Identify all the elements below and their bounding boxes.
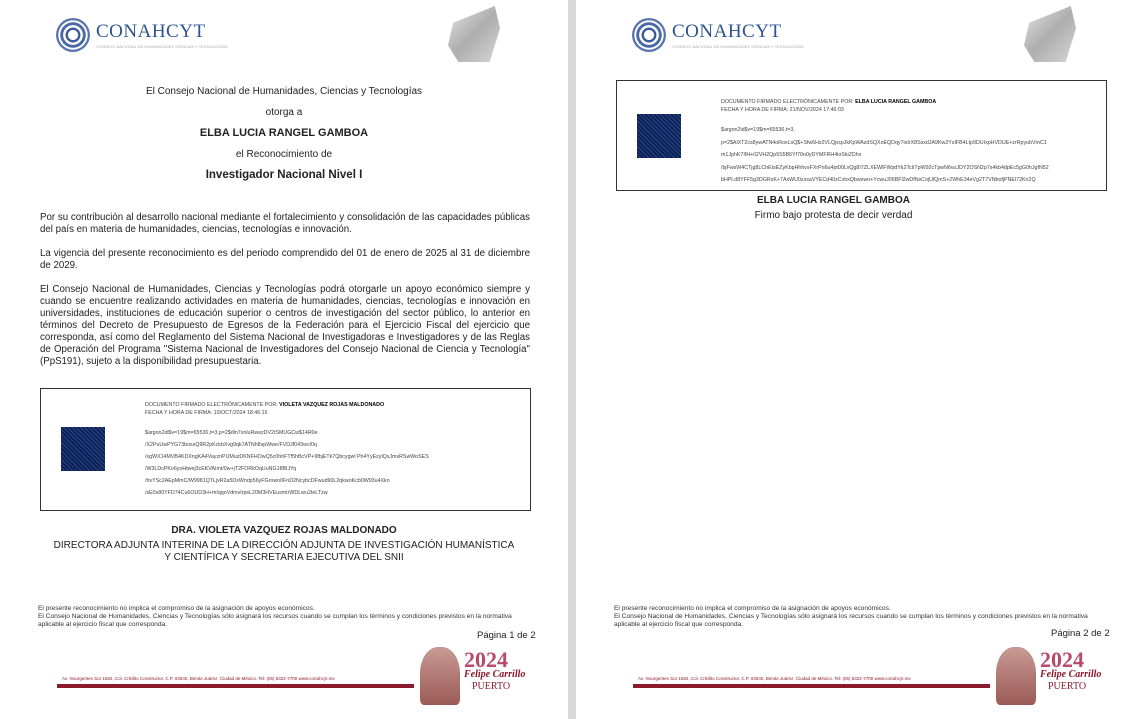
footer-bar [57,684,414,688]
hash-line: /bjFwsW4CTjg8LChEtsEZyKbpHhhvsFXrPn6u4pt00LvQg8I7ZLXEWlFWpdYk2TcIiTpW92cTpwN6vuJDY2OSN2p7s4kb4dpEc5gG0hJgfN52 [721,164,1049,171]
hash-line: /X2PuUwPYG73bossQ9R2pKckbXvg9qk7ATNh8spWwe/FVDJf043wvI0q [145,442,317,448]
footer-notes [38,605,538,629]
seal-year: 2024 [1040,647,1084,672]
national-emblem-flag-icon [1024,6,1076,62]
page-number: Página 2 de 2 [1051,628,1110,639]
footer-note: El presente reconocimiento no implica el compromiso de la asignación de apoyos económicos. [614,605,891,612]
seal-surname: PUERTO [1048,681,1087,692]
signer-title: DIRECTORA ADJUNTA INTERINA DE LA DIRECCIÓN ADJUNTA DE INVESTIGACIÓN HUMANÍSTICA Y CIENTÍFICA Y SECRETARIA EJECUTIVA DEL SNII [53,540,515,563]
signed-by-label: DOCUMENTO FIRMADO ELECTRÓNICAMENTE POR: [145,402,278,408]
certificate-page-1 [0,0,568,719]
logo-mark-icon [632,18,666,52]
paragraph-contribution: Por su contribución al desarrollo nacional mediante el fortalecimiento y consolidación de las capacidades públicas del país en materia de humanidades, ciencias, tecnologías e innovación. [40,212,530,235]
certificate-page-2 [576,0,1141,719]
logo-subtitle: CONSEJO NACIONAL DE HUMANIDADES CIENCIAS Y TECNOLOGÍAS [96,44,228,49]
hash-line: p=2$AlXT2cs8ywATN4oRoxLsQ$+Sfw6Hz2VLQpspJkKpWAzdSQXoEQDqy7isIrX8SsxdJA9Kw2YsIFB4Ltp9DUIxpHVDUE+zrRpyubVmC1 [721,139,1047,146]
seal-name: Felipe Carrillo [1040,669,1102,680]
electronic-signature-box [616,80,1107,191]
logo-mark-icon [56,18,90,52]
signed-by: VIOLETA VAZQUEZ ROJAS MALDONADO [279,402,385,408]
signed-by: ELBA LUCIA RANGEL GAMBOA [855,99,937,105]
footer-note: El Consejo Nacional de Humanidades, Ciencias y Tecnologías sólo asignará los recursos cuando se cumplan los términos y condiciones previstos en la normativa aplicable al ejercicio fiscal que corresponda. [614,613,1088,628]
paragraph-support: El Consejo Nacional de Humanidades, Ciencias y Tecnologías podrá otorgarle un apoyo económico siempre y cuando se encuentre realizando actividades en materia de humanidades, ciencias, tecnologías e innovación en universidades, instituciones de educación superior o centros de investigación del sector público, lo anterior en términos del Decreto de Presupuesto de Egresos de la Federación para el Ejercicio Fiscal del ejercicio que corresponda, así como del Reglamento del Sistema Nacional de Investigadoras e Investigadores y de las Reglas de Operación del Programa "Sistema Nacional de Investigadores del Consejo Nacional de Ciencia y Tecnología" (PpS191), sujeto a la disponibilidad presupuestaria. [40,284,530,367]
hash-line: /xgWX14MVB4KDXngKA4VayznPUMuzDKNFHOwQ5c0hhFTf5hBcVP+9fbjETk7Qbcygwl Ph4YyEzylQsJmsRSwWoSES [145,454,429,460]
seal-year: 2024 [464,647,508,672]
seal-name: Felipe Carrillo [464,669,526,680]
hash-line: /hsYSc2AEpMmC/W9981QTLjvR2a5DsWndp56yFGrowo0FnD2NcybcDFwud90L2qkwoKcb0W93u4Xkn [145,478,390,484]
hash-line: m1JphK7IfH+iI2VH2Qp5S5B6Yf70o0yDYMFRH4ioSkiZDhx [721,152,862,158]
conahcyt-logo [56,18,228,52]
paragraph-validity: La vigencia del presente reconocimiento es del periodo comprendido del 01 de enero de 2025 al 31 de diciembre de 2029. [40,248,530,271]
portrait-icon [996,647,1036,705]
signed-by-label: DOCUMENTO FIRMADO ELECTRÓNICAMENTE POR: [721,99,854,105]
footer-note: El Consejo Nacional de Humanidades, Ciencias y Tecnologías sólo asignará los recursos cuando se cumplan los términos y condiciones previstos en la normativa aplicable al ejercicio fiscal que corresponda. [38,613,512,628]
electronic-signature-box [40,388,531,511]
hash-line: bHPLd8YFF5g3DGRsK+7AxWU0zxsaVYECd40zCvbxQbwswo+YcwuJ06BFl2wDfNsCojUlQmS+2WhE34eVg2T7VNbofjPNEl72Kn2Q [721,177,1036,183]
address: Av. Insurgentes Sur 1582, Col. Crédito Constructor, C.P. 03940, Benito Juárez, Ciudad de México. Tel: (55) 5322-7700 www.conahcyt.mx [62,676,335,681]
page-number: Página 1 de 2 [477,630,536,641]
recipient-name: ELBA LUCIA RANGEL GAMBOA [199,127,369,139]
hash-line: /sE0s80YFD74Cu6OUD3H+mIqqoVdmvIrpsL20M3HVEusmtrWDLwu2teLTzw [145,490,328,496]
signature-hash [145,427,429,499]
hash-line: $argon2id$v=19$m=65536,t=3, [721,127,795,133]
qr-code [637,114,681,158]
seal-surname: PUERTO [472,681,511,692]
anniversary-seal [996,647,1106,705]
qr-code [61,427,105,471]
hash-line: $argon2id$v=19$m=65536,t=3,p=2$dln7xnluRwezDV2tSMUGCw$14R0e [145,430,318,436]
hash-line: /W3LDcPKo6yoHtwej3cEKVAImt/0w+jT2FORkOqUuNG18BIJYq [145,466,297,472]
signer-name: DRA. VIOLETA VAZQUEZ ROJAS MALDONADO [171,525,397,536]
logo-text: CONAHCYT [672,21,782,42]
address: Av. Insurgentes Sur 1582, Col. Crédito Constructor, C.P. 03940, Benito Juárez, Ciudad de México. Tel: (55) 5322-7700 www.conahcyt.mx [638,676,911,681]
signer-name: ELBA LUCIA RANGEL GAMBOA [757,195,910,206]
grants-text: otorga a [265,107,303,118]
footer-bar [633,684,990,688]
anniversary-seal [420,647,530,705]
conahcyt-logo [632,18,804,52]
recognition-level: Investigador Nacional Nivel I [205,169,363,181]
signature-hash [721,124,1101,187]
footer-notes [614,605,1114,629]
national-emblem-flag-icon [448,6,500,62]
signer-statement: Firmo bajo protesta de decir verdad [754,210,913,221]
signature-date: FECHA Y HORA DE FIRMA: 21/NOV/2024 17:46:03 [721,107,844,113]
recognition-label: el Reconocimiento de [235,149,333,160]
logo-text: CONAHCYT [96,21,206,42]
footer-note: El presente reconocimiento no implica el compromiso de la asignación de apoyos económicos. [38,605,315,612]
issuer: El Consejo Nacional de Humanidades, Ciencias y Tecnologías [145,86,423,97]
logo-subtitle: CONSEJO NACIONAL DE HUMANIDADES CIENCIAS Y TECNOLOGÍAS [672,44,804,49]
signature-date: FECHA Y HORA DE FIRMA: 10/OCT/2024 18:46:16 [145,410,268,416]
portrait-icon [420,647,460,705]
